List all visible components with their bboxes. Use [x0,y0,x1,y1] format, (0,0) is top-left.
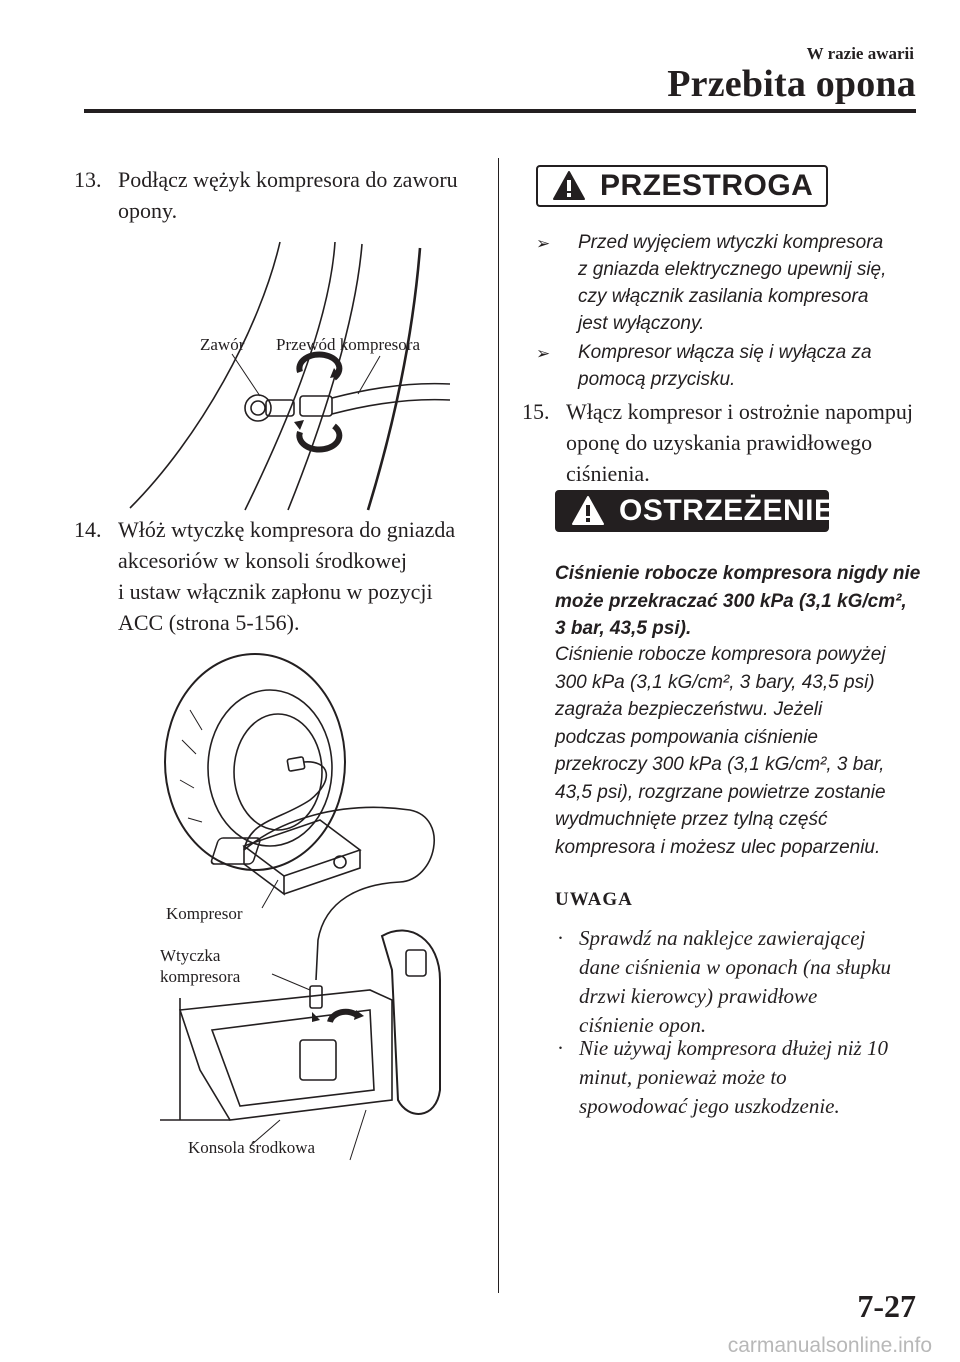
caution-line: Przed wyjęciem wtyczki kompresora [578,232,884,253]
caution-label: PRZESTROGA [600,169,814,202]
dot-bullet-icon: · [557,1036,564,1060]
caution-item [536,339,916,393]
step-14-line: Włóż wtyczkę kompresora do gniazda [118,517,456,542]
label-plug-line1: Wtyczka [160,946,221,965]
warning-triangle-icon [552,169,586,203]
warning-bold-line: Ciśnienie robocze kompresora nigdy nie [555,563,921,584]
label-center-console: Konsola środkowa [188,1138,316,1157]
caution-line: jest wyłączony. [578,313,705,334]
step-15 [522,396,922,489]
step-14 [74,514,484,638]
note-item [557,924,891,1040]
watermark: carmanualsonline.info [727,1334,932,1357]
warning-box [555,490,835,532]
label-valve: Zawór [200,335,245,354]
section-name: W razie awarii [806,44,914,63]
note-line: ciśnienie opon. [579,1013,707,1037]
warning-bold-text [555,560,920,643]
note-title: UWAGA [555,889,633,910]
warning-line: podczas pompowania ciśnienie [555,726,818,748]
note-line: dane ciśnienia w oponach (na słupku [579,955,892,979]
warning-line: wydmuchnięte przez tylną część [555,809,828,830]
step-13-line: Podłącz wężyk kompresora do zaworu [118,167,458,192]
column-divider [498,158,499,1293]
warning-body-text [555,641,886,861]
label-compressor: Kompresor [166,904,243,923]
caution-item [536,229,916,337]
figure-valve-illustration [120,238,460,518]
step-13-line: opony. [118,198,178,223]
warning-bold-line: 3 bar, 43,5 psi). [555,618,692,639]
caution-box [536,165,828,207]
note-line: minut, ponieważ może to [579,1065,787,1089]
dot-bullet-icon: · [557,926,564,950]
step-14-line: akcesoriów w konsoli środkowej [118,548,408,573]
warning-line: kompresora i możesz ulec poparzeniu. [555,836,881,858]
step-13 [74,164,484,226]
caution-line: z gniazda elektrycznego upewnij się, [578,259,887,280]
step-15-line: ciśnienia. [566,461,650,486]
note-line: Nie używaj kompresora dłużej niż 10 [579,1036,888,1060]
warning-label: OSTRZEŻENIE [619,494,835,527]
warning-line: zagraża bezpieczeństwu. Jeżeli [555,699,823,720]
header-rule [84,109,916,113]
warning-line: 300 kPa (3,1 kG/cm², 3 bary, 43,5 psi) [555,671,875,693]
note-line: Sprawdź na naklejce zawierającej [579,926,866,950]
step-13-number: 13. [74,167,102,192]
caution-line: pomocą przycisku. [578,369,736,390]
label-compressor-hose: Przewód kompresora [276,335,420,354]
arrow-bullet-icon: ➢ [536,344,551,363]
warning-line: Ciśnienie robocze kompresora powyżej [555,644,886,665]
warning-bold-line: może przekraczać 300 kPa (3,1 kG/cm², [555,590,907,612]
step-14-number: 14. [74,517,102,542]
figure-compressor-illustration [160,650,460,1170]
caution-line: Kompresor włącza się i wyłącza za [578,342,872,363]
step-14-line: i ustaw włącznik zapłonu w pozycji [118,579,433,604]
warning-line: 43,5 psi), rozgrzane powietrze zostanie [555,781,886,803]
note-line: spowodować jego uszkodzenie. [579,1094,840,1118]
step-15-line: Włącz kompresor i ostrożnie napompuj [566,399,914,424]
valve-hose-drawing [120,238,460,518]
note-item [557,1034,888,1121]
step-15-line: oponę do uzyskania prawidłowego [566,430,873,455]
step-14-line: ACC (strona 5-156). [118,610,300,635]
step-15-number: 15. [522,399,550,424]
label-plug-line2: kompresora [160,967,241,986]
warning-line: przekroczy 300 kPa (3,1 kG/cm², 3 bar, [555,754,885,775]
arrow-bullet-icon: ➢ [536,234,551,253]
page-number: 7-27 [857,1288,916,1324]
note-line: drzwi kierowcy) prawidłowe [579,984,818,1008]
caution-line: czy włącznik zasilania kompresora [578,286,869,307]
page-title: Przebita opona [667,63,916,105]
warning-triangle-icon [571,494,605,528]
